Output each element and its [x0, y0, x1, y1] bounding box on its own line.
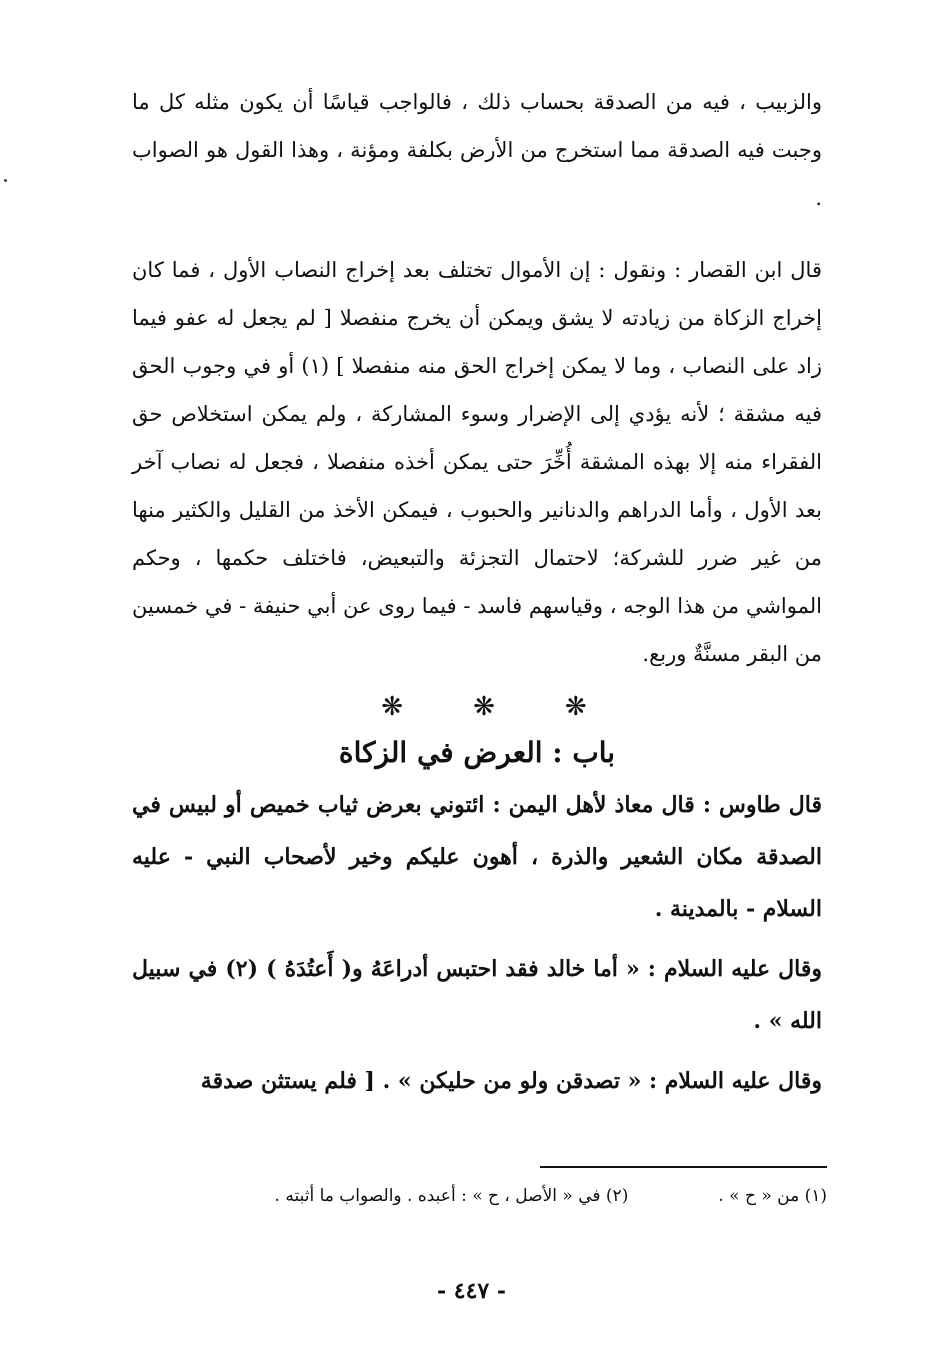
paragraph-tasaddaqna: وقال عليه السلام : « تصدقن ولو من حليكن » . [ فلم يستثن صدقة: [200, 1068, 822, 1094]
chapter-heading: باب : العرض في الزكاة: [338, 736, 616, 769]
separator-star-icon: ❋: [473, 692, 495, 722]
paragraph-khalid: وقال عليه السلام : « أما خالد فقد احتبس أدراعَهُ و( أَعتُدَهُ ) (٢) في سبيل الله » .: [132, 956, 823, 1034]
paragraph-zabib: والزبيب ، فيه من الصدقة بحساب ذلك ، فالواجب قياسًا أن يكون مثله كل ما وجبت فيه الصدقة مما استخرج من الأرض بكلفة ومؤنة ، وهذا القول هو الصواب .: [132, 90, 822, 210]
separator-star-icon: ❋: [564, 692, 587, 722]
paragraph-tawus: قال طاوس : قال معاذ لأهل اليمن : ائتوني بعرض ثياب خميص أو لبيس في الصدقة مكان الشعير والذرة ، أهون عليكم وخير لأصحاب النبي - عليه السلام - بالمدينة .: [132, 792, 822, 922]
paragraph-ibn-alqassar: قال ابن القصار : ونقول : إن الأموال تختلف بعد إخراج النصاب الأول ، فما كان إخراج الزكاة من زيادته لا يشق ويمكن أن يخرج منفصلا [ لم يجعل له عفو فيما زاد على النصاب ، وما لا يمكن إخراج الحق منه منفصلا ] (١) أو في وجوب الحق فيه مشقة ؛ لأنه يؤدي إلى الإضرار وسوء المشاركة ، ولم يمكن استخلاص حق الفقراء منه إلا بهذه المشقة أُخِّرَ حتى يمكن أخذه منفصلا ، فجعل له نصاب آخر بعد الأول ، وأما الدراهم والدنانير والحبوب ، فيمكن الأخذ من القليل والكثير منها من غير ضرر للشركة؛ لاحتمال التجزئة والتبعيض، فاختلف حكمها ، وحكم المواشي من هذا الوجه ، وقياسهم فاسد - فيما روى عن أبي حنيفة - في خمسين من البقر مسنَّةٌ وربع.: [132, 258, 822, 666]
footnote-1: (١) من « ح » .: [718, 1186, 827, 1206]
footnote-2: (٢) في « الأصل ، ح » : أعبده . والصواب ما أثبته .: [274, 1186, 629, 1206]
scan-speck: [4, 179, 7, 182]
separator-star-icon: ❋: [381, 692, 404, 722]
page-number: - ٤٤٧ -: [436, 1278, 507, 1304]
footnotes: [150, 1186, 827, 1206]
section-separator: [132, 692, 822, 722]
page-body: [132, 78, 822, 1117]
footnote-divider: [540, 1166, 827, 1168]
